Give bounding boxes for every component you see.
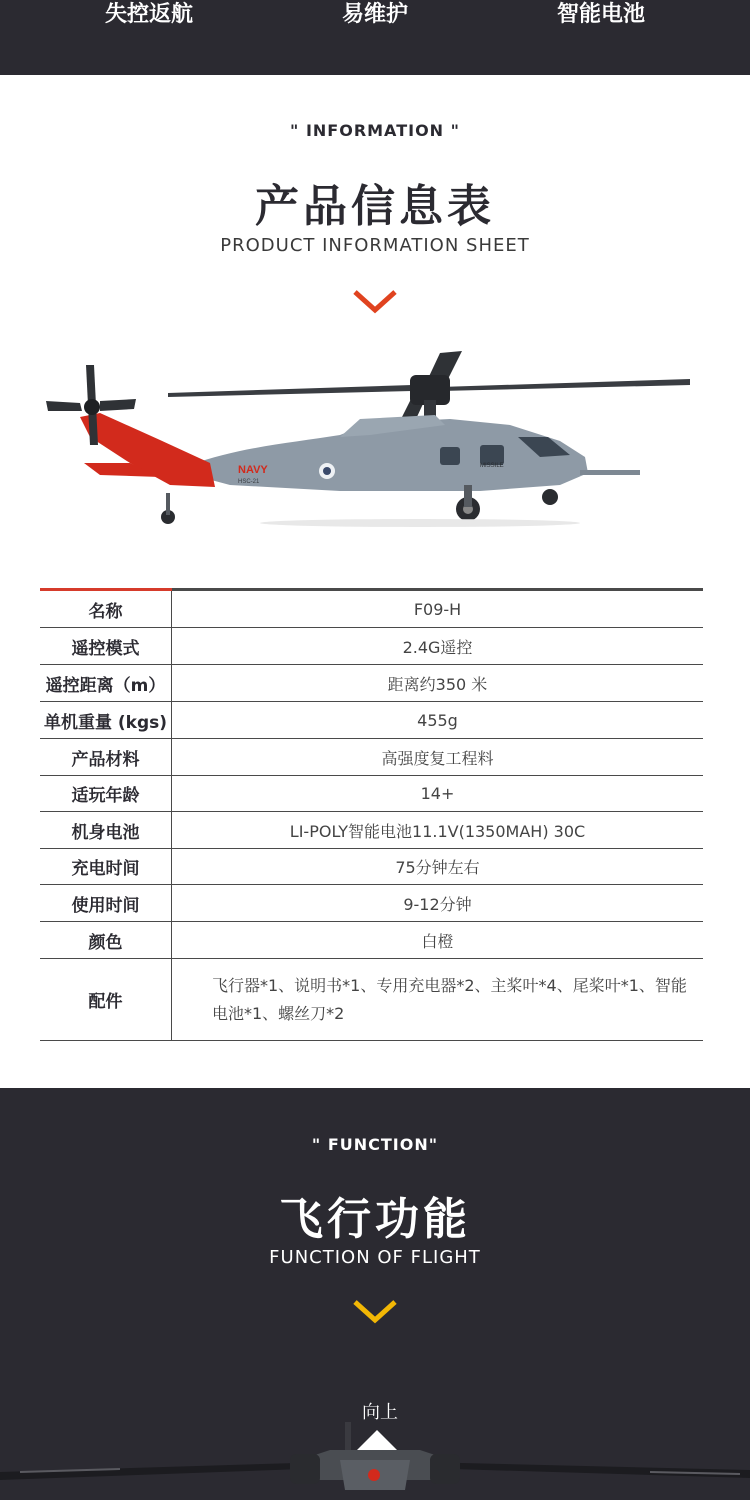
row-label: 单机重量 (kgs) bbox=[40, 702, 172, 738]
direction-up-label: 向上 bbox=[362, 1402, 398, 1423]
row-value: 距离约350 米 bbox=[387, 674, 488, 694]
squadron-marking: HSC-21 bbox=[238, 479, 260, 485]
row-value: F09-H bbox=[413, 599, 462, 619]
row-value: 9-12分钟 bbox=[403, 894, 472, 914]
table-row bbox=[40, 591, 703, 628]
chevron-down-icon bbox=[353, 290, 397, 314]
row-value: 高强度复工程料 bbox=[381, 748, 494, 768]
feature-failsafe-return: 失控返航 bbox=[104, 2, 193, 27]
feature-easy-maintenance: 易维护 bbox=[341, 2, 408, 27]
helicopter-side-image bbox=[40, 345, 700, 535]
information-kicker: " INFORMATION " bbox=[290, 121, 460, 140]
row-value: 白橙 bbox=[421, 931, 454, 951]
row-value: 14+ bbox=[420, 784, 455, 803]
row-label: 产品材料 bbox=[40, 739, 172, 775]
row-value: 455g bbox=[417, 710, 458, 730]
navy-marking: NAVY bbox=[238, 464, 268, 476]
row-value: LI-POLY智能电池11.1V(1350MAH) 30C bbox=[289, 821, 586, 841]
feature-smart-battery: 智能电池 bbox=[556, 2, 645, 27]
row-label: 颜色 bbox=[40, 922, 172, 958]
chevron-down-icon bbox=[353, 1300, 397, 1324]
row-value: 飞行器*1、说明书*1、专用充电器*2、主桨叶*4、尾桨叶*1、智能电池*1、螺丝刀*2 bbox=[212, 975, 687, 1023]
table-row bbox=[40, 739, 703, 776]
function-title: 飞行功能 bbox=[279, 1194, 471, 1245]
row-label: 配件 bbox=[40, 959, 172, 1040]
table-row bbox=[40, 628, 703, 665]
table-row bbox=[40, 665, 703, 702]
row-value: 2.4G遥控 bbox=[402, 637, 473, 657]
table-row bbox=[40, 849, 703, 885]
table-row bbox=[40, 702, 703, 739]
row-label: 遥控距离（m） bbox=[40, 665, 172, 701]
information-title: 产品信息表 bbox=[255, 181, 495, 232]
arrow-up-icon bbox=[357, 1430, 397, 1450]
function-subtitle: FUNCTION OF FLIGHT bbox=[269, 1247, 481, 1268]
missile-marking: MISSILE bbox=[480, 463, 504, 469]
row-label: 使用时间 bbox=[40, 885, 172, 921]
table-row bbox=[40, 885, 703, 922]
row-label: 名称 bbox=[40, 591, 172, 627]
helicopter-front-image bbox=[0, 1420, 750, 1500]
function-kicker: " FUNCTION" bbox=[311, 1135, 439, 1154]
table-row bbox=[40, 959, 703, 1041]
row-label: 充电时间 bbox=[40, 849, 172, 884]
information-subtitle: PRODUCT INFORMATION SHEET bbox=[220, 235, 530, 256]
row-value: 75分钟左右 bbox=[395, 858, 480, 877]
table-row bbox=[40, 812, 703, 849]
row-label: 适玩年龄 bbox=[40, 776, 172, 811]
table-row bbox=[40, 922, 703, 959]
row-label: 机身电池 bbox=[40, 812, 172, 848]
table-row bbox=[40, 776, 703, 812]
row-label: 遥控模式 bbox=[40, 628, 172, 664]
